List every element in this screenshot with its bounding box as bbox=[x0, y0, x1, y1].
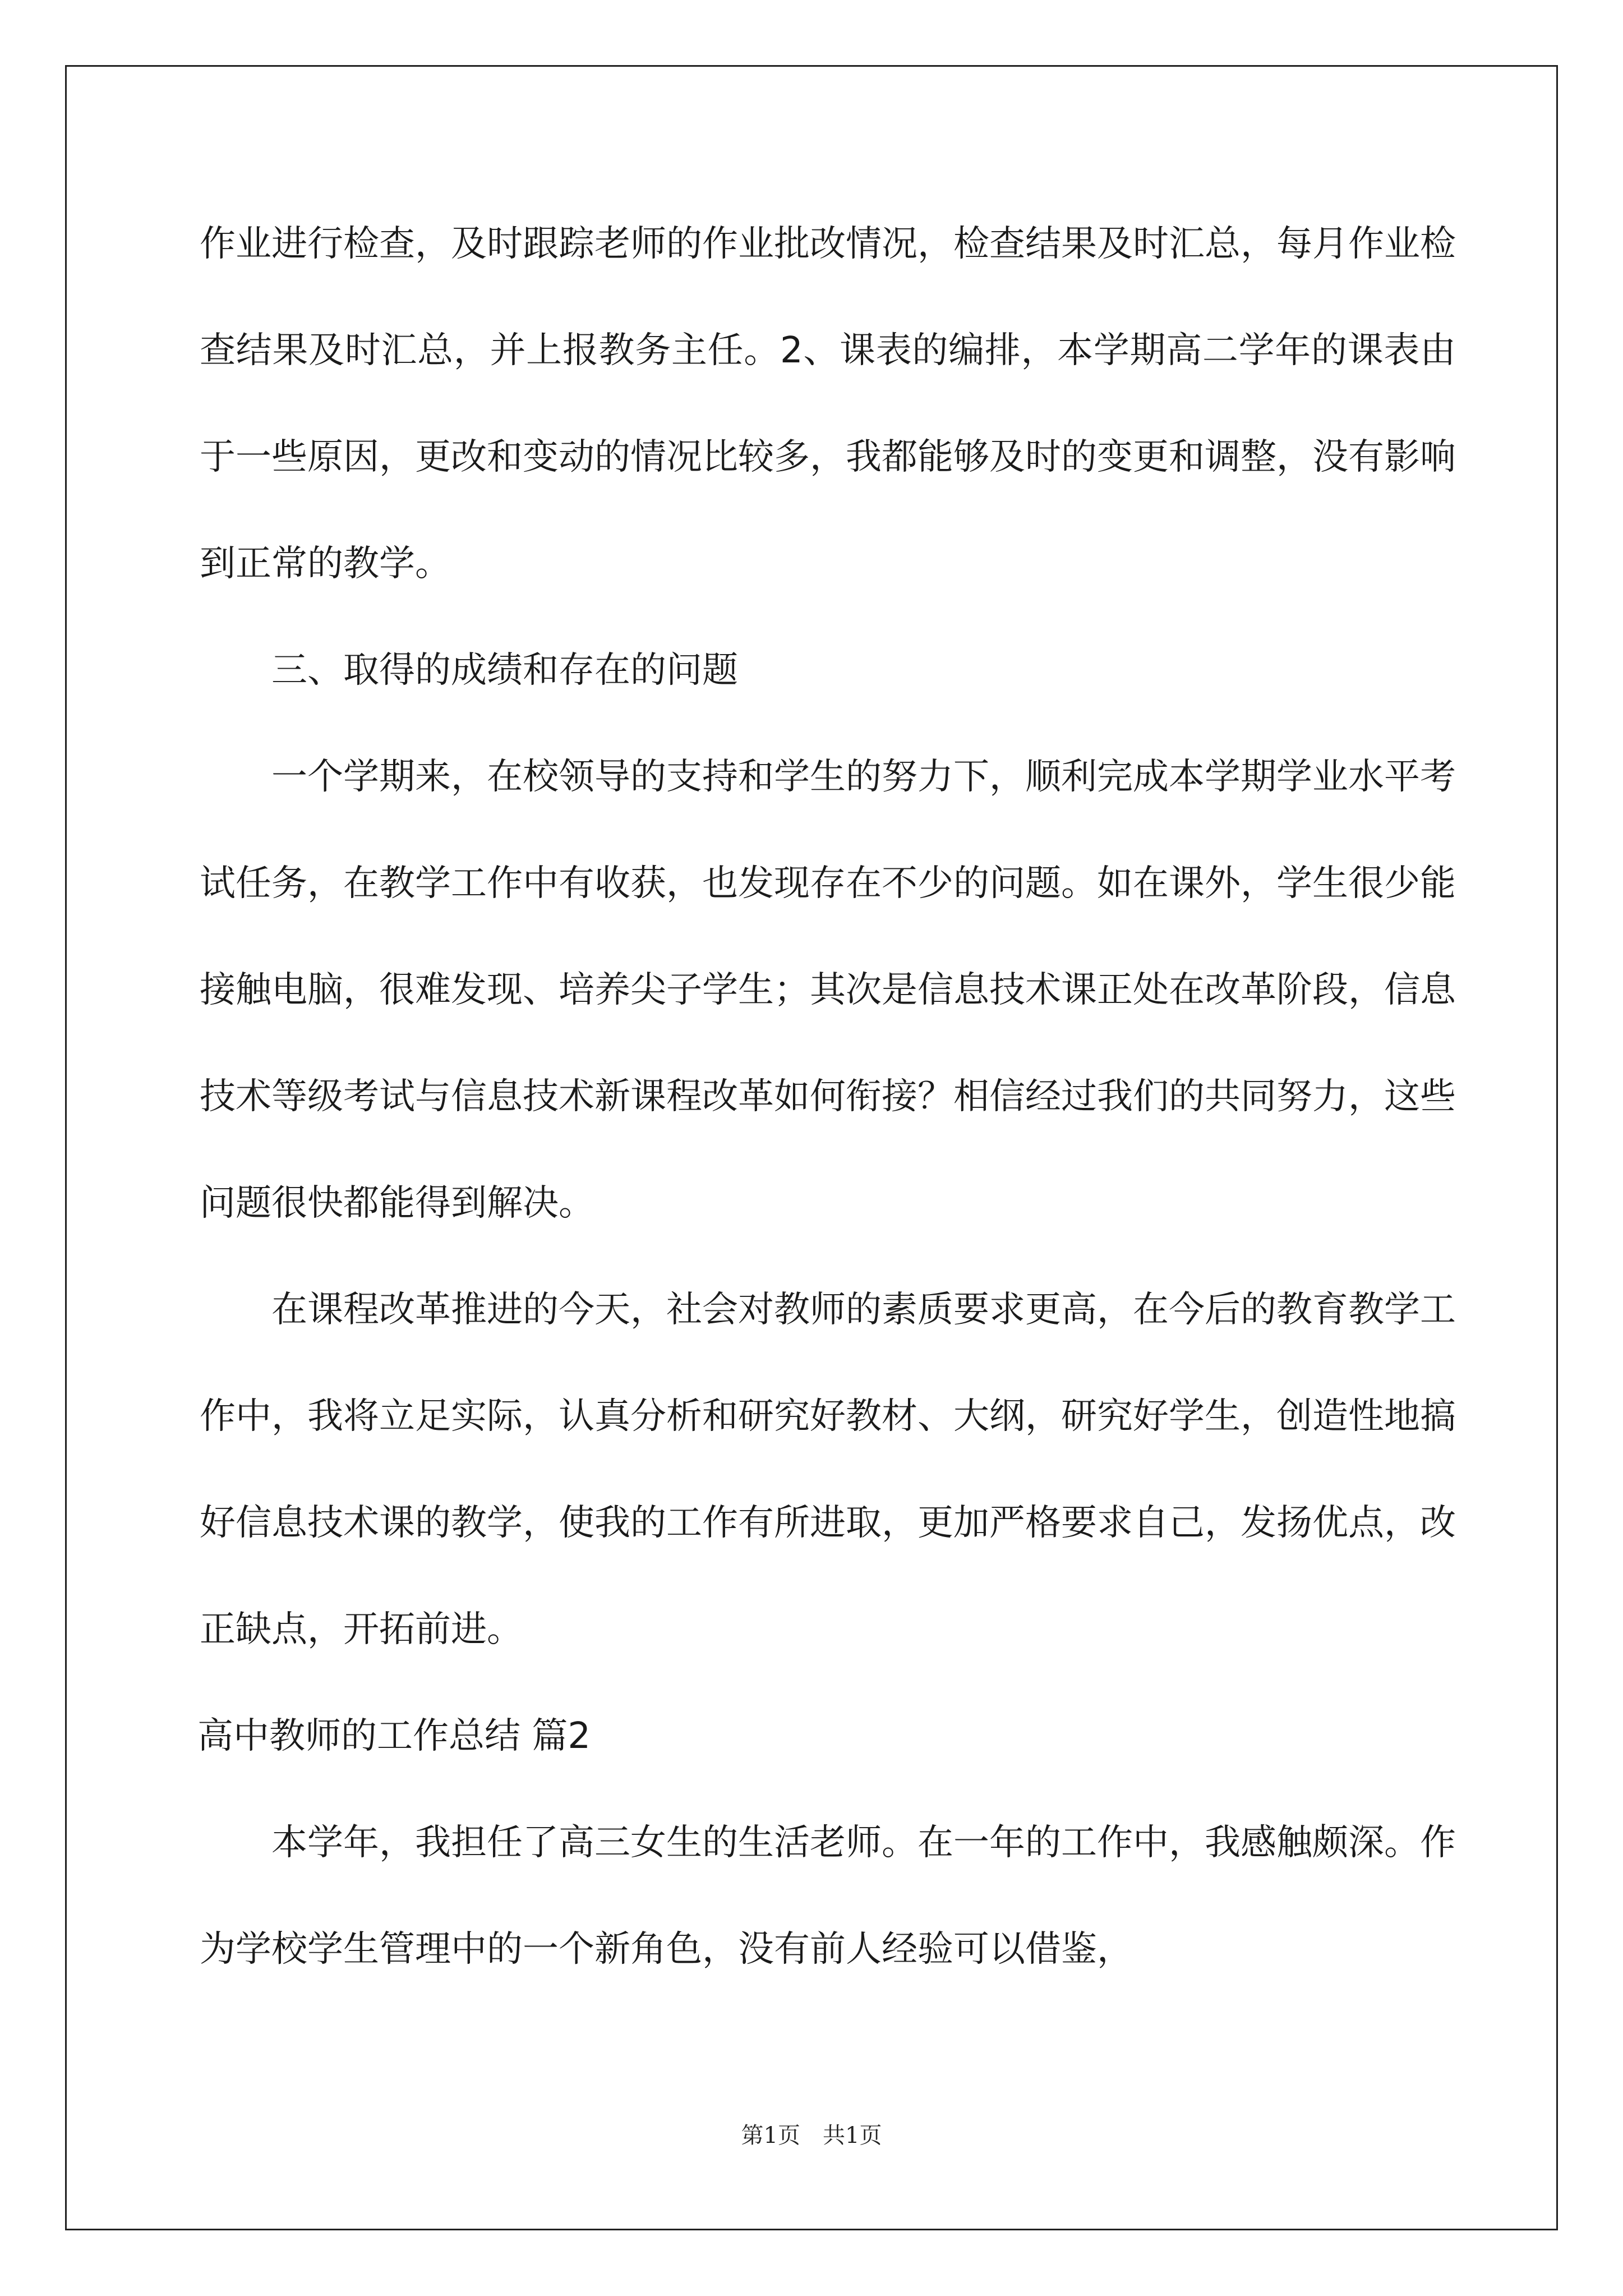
page-footer: 第1页 共1页 bbox=[741, 2123, 882, 2148]
paragraph-outlook: 在课程改革推进的今天，社会对教师的素质要求更高，在今后的教育教学工作中，我将立足实际，认真分析和研究好教材、大纲，研究好学生，创造性地搞好信息技术课的教学，使我的工作有所进取，更加严格要求自己，发扬优点，改正缺点，开拓前进。 bbox=[200, 1289, 1456, 1650]
subheading-achievements: 三、取得的成绩和存在的问题 bbox=[271, 650, 738, 691]
paragraph-achievements: 一个学期来，在校领导的支持和学生的努力下，顺利完成本学期学业水平考试任务，在教学工作中有收获，也发现存在不少的问题。如在课外，学生很少能接触电脑，很难发现、培养尖子学生；其次是信息技术课正处在改革阶段，信息技术等级考试与信息技术新课程改革如何衔接？相信经过我们的共同努力，这些问题很快都能得到解决。 bbox=[200, 756, 1456, 1224]
document-body bbox=[197, 191, 1456, 2003]
section-title: 高中教师的工作总结 篇2 bbox=[197, 1715, 591, 1757]
paragraph-section-2: 本学年，我担任了高三女生的生活老师。在一年的工作中，我感触颇深。作为学校学生管理中的一个新角色，没有前人经验可以借鉴， bbox=[200, 1822, 1456, 1970]
paragraph-continuation: 作业进行检查，及时跟踪老师的作业批改情况，检查结果及时汇总，每月作业检查结果及时汇总，并上报教务主任。2、课表的编排，本学期高二学年的课表由于一些原因，更改和变动的情况比较多，我都能够及时的变更和调整，没有影响到正常的教学。 bbox=[200, 223, 1456, 585]
